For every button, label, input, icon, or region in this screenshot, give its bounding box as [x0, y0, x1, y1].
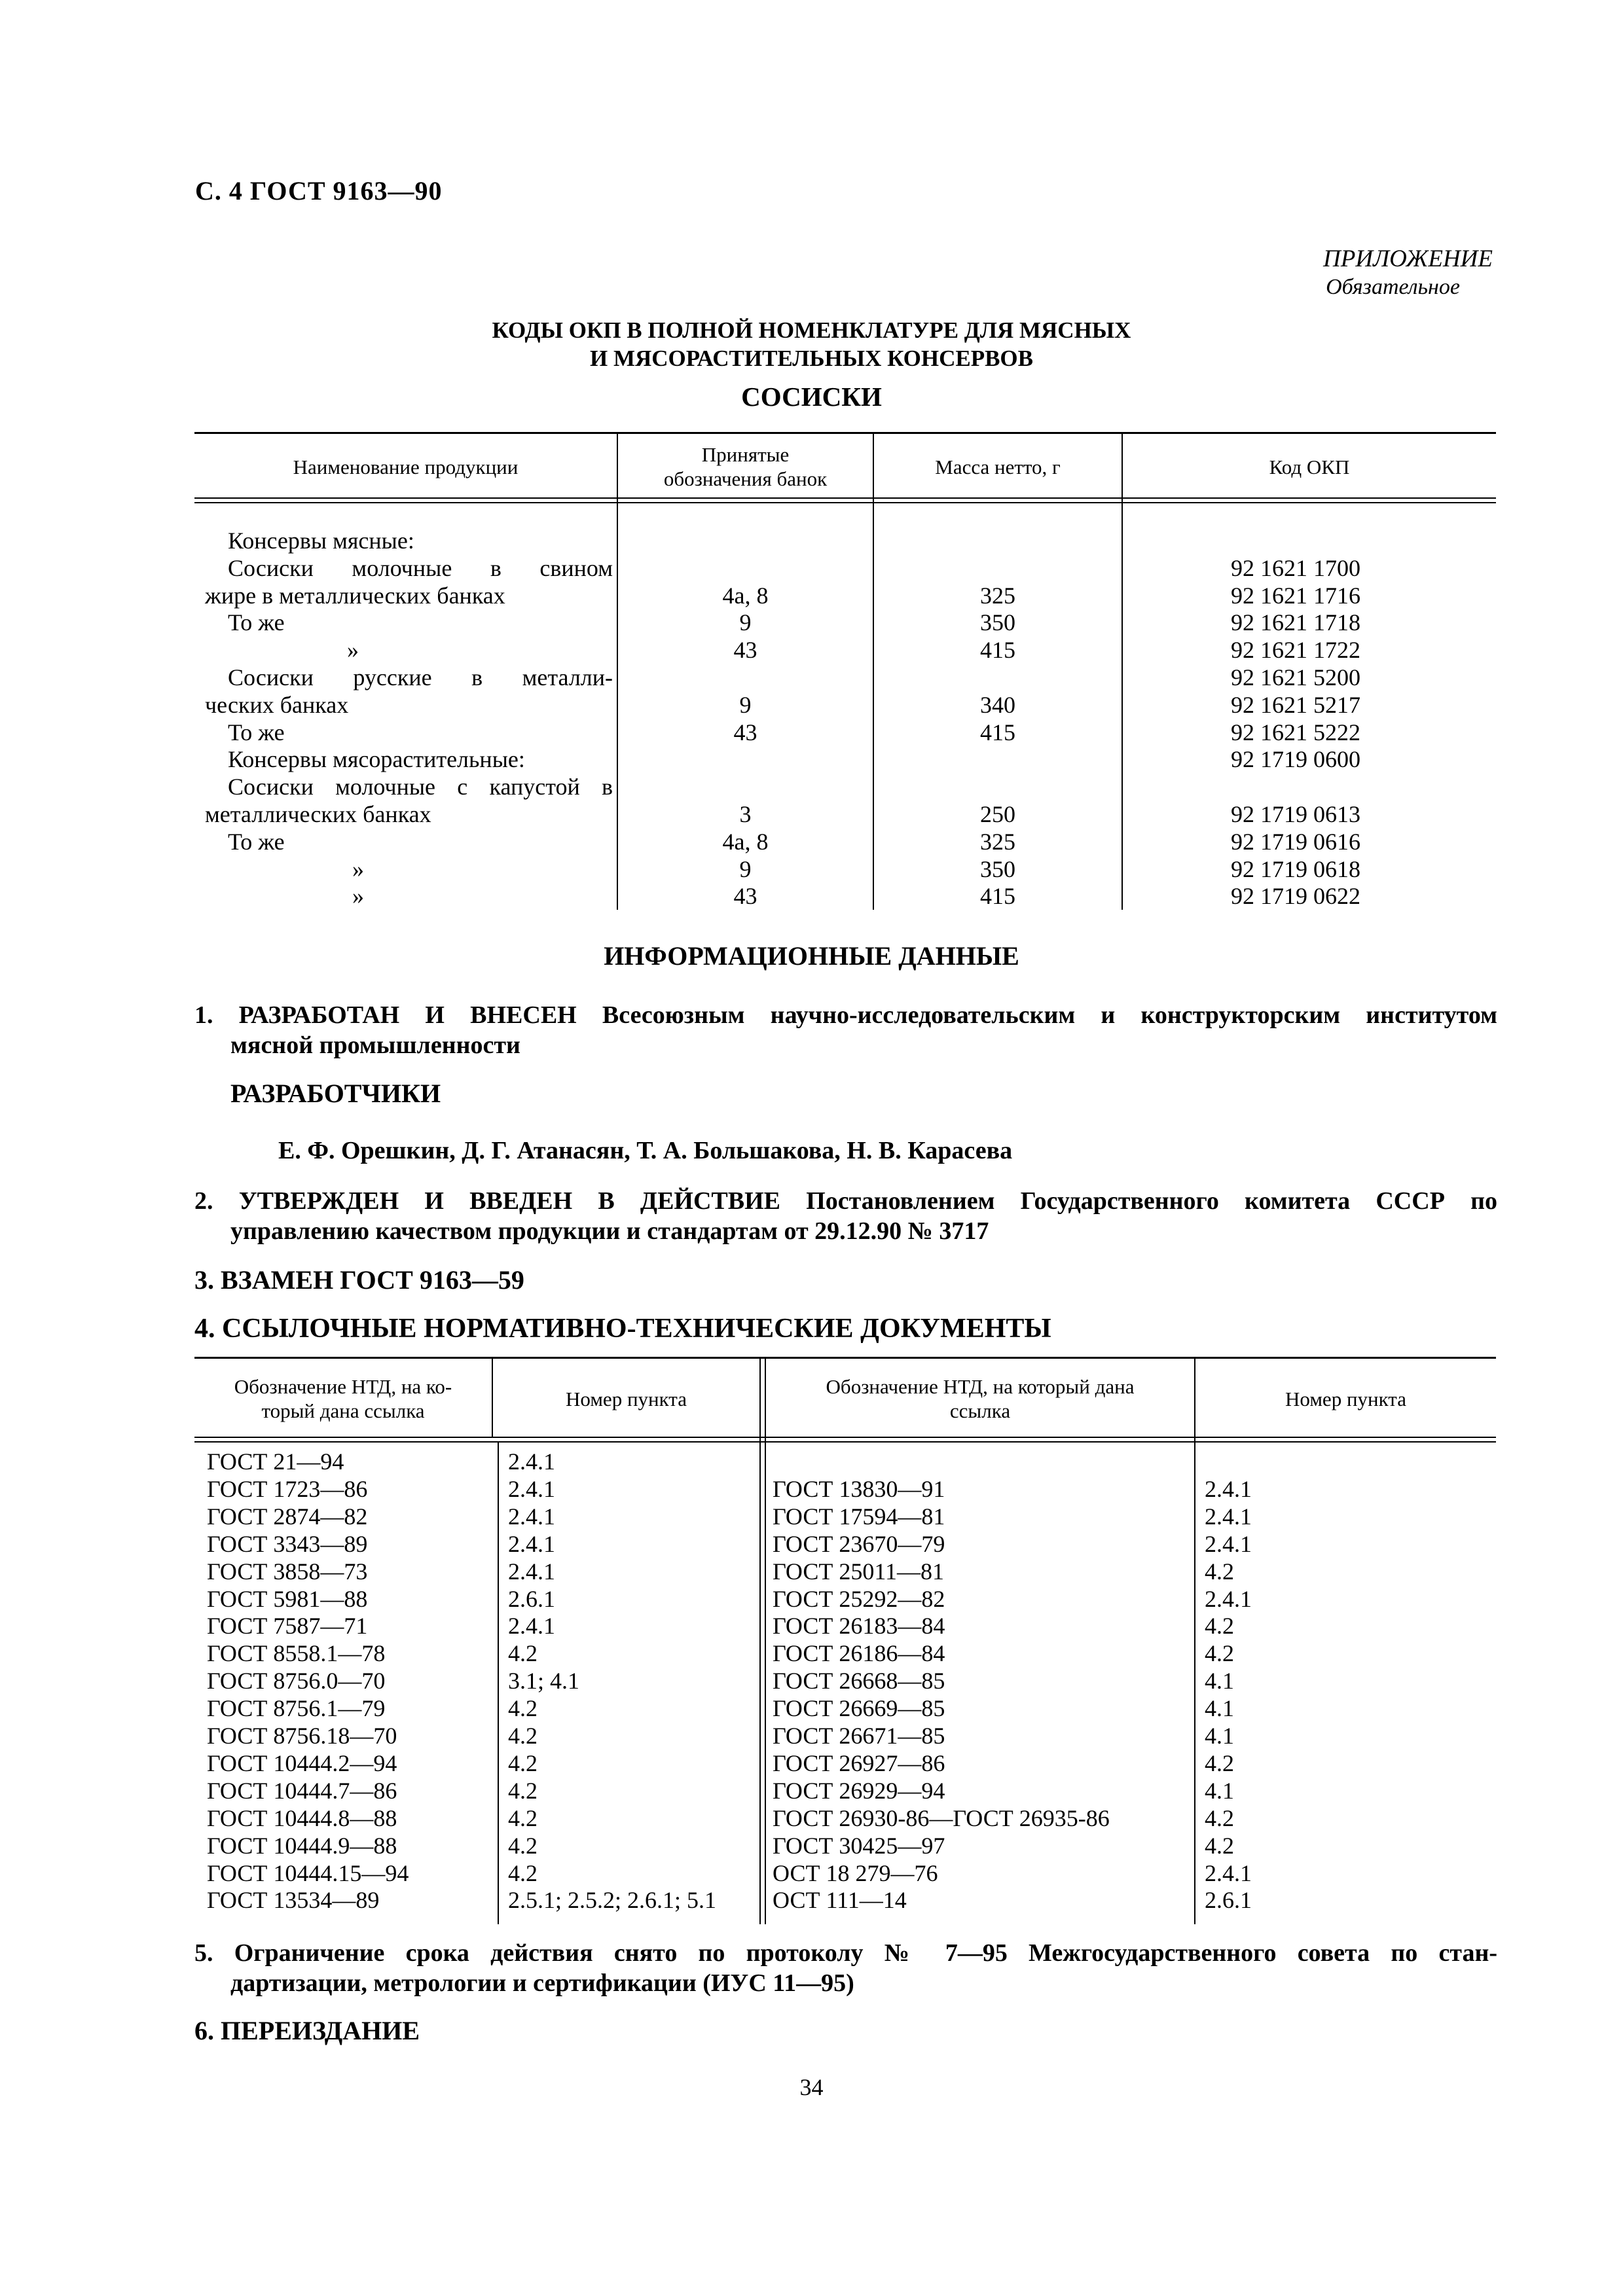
appendix-label: [1244, 243, 1493, 300]
table1-cell-cans: 43: [733, 883, 757, 910]
table1-cell-name: То же: [228, 609, 285, 636]
table2-cell-item2: 2.6.1: [1205, 1887, 1252, 1914]
table1-cell-mass: 415: [980, 883, 1015, 910]
table1-cell-cans: 43: [733, 637, 757, 664]
table1-cell-code: 92 1719 0613: [1231, 801, 1360, 827]
table2-cell-item2: 2.4.1: [1205, 1585, 1252, 1612]
table2-cell-item2: 4.2: [1205, 1804, 1234, 1831]
table2-cell-ntd: ГОСТ 10444.8—88: [207, 1804, 397, 1831]
table2-header-ntd-1: Обозначение НТД, на ко-: [234, 1375, 452, 1398]
table1-cell-cans: 9: [739, 691, 752, 718]
table1-header-cans-2: обозначения банок: [663, 467, 828, 490]
table1-cell-mass: 325: [980, 828, 1015, 855]
table2-header-item: Номер пункта: [566, 1388, 687, 1410]
info-section-2: [194, 1186, 1497, 1246]
table2-cell-ntd2: ГОСТ 26669—85: [773, 1695, 945, 1722]
table2-cell-item2: 4.2: [1205, 1640, 1234, 1667]
table1-cell-name: Сосиски молочные с капустой в: [228, 774, 613, 800]
table2-col-divider: [1194, 1358, 1195, 1924]
table1-cell-name: То же: [228, 828, 285, 855]
table1-cell-cans: 4а, 8: [722, 582, 769, 609]
page-header: С. 4 ГОСТ 9163—90: [195, 176, 443, 206]
table2-cell-item: 2.4.1: [508, 1503, 555, 1530]
table2-cell-ntd2: ГОСТ 26929—94: [773, 1777, 945, 1804]
table2-cell-item: 2.4.1: [508, 1530, 555, 1557]
table2-cell-ntd: ГОСТ 13534—89: [207, 1887, 380, 1914]
table1-cell-code: 92 1621 1722: [1231, 637, 1360, 664]
table1-cell-name: Консервы мясные:: [228, 528, 414, 554]
info-section-6: 6. ПЕРЕИЗДАНИЕ: [194, 2016, 420, 2045]
table2-col-divider: [498, 1443, 499, 1924]
table2-cell-ntd: ГОСТ 8756.18—70: [207, 1723, 397, 1749]
table1-header-code: Код ОКП: [1269, 456, 1350, 478]
info-title: ИНФОРМАЦИОННЫЕ ДАННЫЕ: [604, 941, 1019, 971]
table2-top-rule: [194, 1357, 1496, 1359]
table2-cell-ntd: ГОСТ 3858—73: [207, 1558, 368, 1585]
page-number: 34: [799, 2074, 824, 2100]
table2-cell-item: 4.2: [508, 1723, 538, 1749]
table2-cell-ntd2: ГОСТ 26671—85: [773, 1723, 945, 1749]
table2-cell-ntd2: ГОСТ 25011—81: [773, 1558, 945, 1585]
table2-cell-ntd2: ГОСТ 25292—82: [773, 1585, 945, 1612]
table2-cell-item: 4.2: [508, 1777, 538, 1804]
table1-cell-mass: 415: [980, 719, 1015, 745]
table2-cell-ntd2: ГОСТ 26186—84: [773, 1640, 945, 1667]
info-section-1-line1: 1. РАЗРАБОТАН И ВНЕСЕН Всесоюзным научно-исследовательским и конструкторским институтом: [194, 1001, 1497, 1029]
table2-col-divider: [759, 1358, 761, 1924]
table2-cell-item: 4.2: [508, 1695, 538, 1722]
table2-cell-ntd: ГОСТ 1723—86: [207, 1475, 368, 1502]
table2-cell-item2: 4.2: [1205, 1613, 1234, 1640]
table2-cell-item: 4.2: [508, 1640, 538, 1667]
table1-cell-name: Консервы мясорастительные:: [228, 746, 525, 773]
table2-cell-item: 4.2: [508, 1804, 538, 1831]
info-section-5: [194, 1938, 1497, 1998]
table2-cell-ntd: ГОСТ 8756.1—79: [207, 1695, 386, 1722]
table1-cell-mass: 350: [980, 855, 1015, 882]
info-section-1-line2: мясной промышленности: [230, 1031, 520, 1059]
info-section-4: 4. ССЫЛОЧНЫЕ НОРМАТИВНО-ТЕХНИЧЕСКИЕ ДОКУМЕНТЫ: [194, 1314, 1051, 1344]
table1-cell-name: То же: [228, 719, 285, 745]
table2-cell-item: 4.2: [508, 1832, 538, 1859]
table2-col-divider: [765, 1358, 766, 1924]
appendix-title: ПРИЛОЖЕНИЕ: [1323, 245, 1493, 272]
table1-cell-mass: 325: [980, 582, 1015, 609]
table2-cell-item2: 2.4.1: [1205, 1859, 1252, 1886]
table2-cell-item: 2.5.1; 2.5.2; 2.6.1; 5.1: [508, 1887, 717, 1914]
table2-cell-item2: 4.1: [1205, 1668, 1234, 1695]
table1-top-rule: [194, 432, 1496, 434]
table2-cell-ntd: ГОСТ 5981—88: [207, 1585, 368, 1612]
table2-cell-ntd: ГОСТ 3343—89: [207, 1530, 368, 1557]
table2-cell-item: 2.4.1: [508, 1613, 555, 1640]
table1-cell-code: 92 1621 1718: [1231, 609, 1360, 636]
table2-header-item2: Номер пункта: [1285, 1388, 1406, 1410]
table1-cell-code: 92 1621 1700: [1231, 554, 1360, 581]
table2-cell-ntd: ГОСТ 8756.0—70: [207, 1668, 386, 1695]
table2-cell-ntd: ГОСТ 2874—82: [207, 1503, 368, 1530]
info-section-2-line1: 2. УТВЕРЖДЕН И ВВЕДЕН В ДЕЙСТВИЕ Постановлением Государственного комитета СССР по: [194, 1187, 1497, 1215]
doc-title-line1: КОДЫ ОКП В ПОЛНОЙ НОМЕНКЛАТУРЕ ДЛЯ МЯСНЫХ: [492, 317, 1131, 343]
table1-header-mass: Масса нетто, г: [935, 456, 1061, 478]
table2-header-ntd2-1: Обозначение НТД, на который дана: [826, 1375, 1135, 1398]
info-section-3: 3. ВЗАМЕН ГОСТ 9163—59: [194, 1265, 524, 1295]
info-section-1: [194, 1000, 1497, 1060]
table1-header-cans-1: Принятые: [701, 443, 790, 466]
table2-header-ntd-2: торый дана ссылка: [261, 1399, 425, 1422]
table1-cell-name: »: [347, 637, 359, 664]
table2-cell-item2: 4.2: [1205, 1749, 1234, 1776]
table2-cell-ntd2: ГОСТ 13830—91: [773, 1475, 945, 1502]
table1-cell-code: 92 1621 5222: [1231, 719, 1360, 745]
table2-cell-ntd: ГОСТ 10444.2—94: [207, 1749, 397, 1776]
table2-cell-ntd2: ГОСТ 30425—97: [773, 1832, 945, 1859]
doc-subtitle: СОСИСКИ: [741, 382, 882, 412]
table2-cell-item2: 4.2: [1205, 1832, 1234, 1859]
info-section-5-line2: дартизации, метрологии и сертификации (ИУС 11—95): [230, 1969, 854, 1997]
table2-cell-item: 2.6.1: [508, 1585, 555, 1612]
developers-names: Е. Ф. Орешкин, Д. Г. Атанасян, Т. А. Большакова, Н. В. Карасева: [278, 1137, 1013, 1164]
table2-cell-item2: 2.4.1: [1205, 1475, 1252, 1502]
table1-cell-name: Сосиски молочные в свином: [228, 554, 613, 581]
table2-header-ntd2-2: ссылка: [949, 1399, 1011, 1422]
doc-title-line2: И МЯСОРАСТИТЕЛЬНЫХ КОНСЕРВОВ: [590, 346, 1033, 371]
table1-header-name: Наименование продукции: [293, 456, 519, 478]
table1-cell-code: 92 1719 0616: [1231, 828, 1360, 855]
table1-cell-name: »: [352, 855, 364, 882]
table1-cell-mass: 250: [980, 801, 1015, 827]
table2-cell-ntd2: ГОСТ 26927—86: [773, 1749, 945, 1776]
table2-cell-item2: 4.1: [1205, 1695, 1234, 1722]
table2-cell-item: 2.4.1: [508, 1448, 555, 1475]
table1-cell-cans: 9: [739, 855, 752, 882]
table1-cell-mass: 340: [980, 691, 1015, 718]
table2-cell-ntd2: ОСТ 18 279—76: [773, 1859, 938, 1886]
table1-cell-name: жире в металлических банках: [205, 582, 505, 609]
table1-cell-code: 92 1621 5200: [1231, 664, 1360, 691]
table1-cell-mass: 415: [980, 637, 1015, 664]
developers-label: РАЗРАБОТЧИКИ: [230, 1079, 441, 1108]
table1-cell-code: 92 1719 0600: [1231, 746, 1360, 773]
table2-cell-item: 3.1; 4.1: [508, 1668, 580, 1695]
table2-cell-ntd: ГОСТ 21—94: [207, 1448, 344, 1475]
table2-cell-ntd2: ГОСТ 26183—84: [773, 1613, 945, 1640]
table2-cell-item: 2.4.1: [508, 1558, 555, 1585]
table2-cell-ntd2: ГОСТ 23670—79: [773, 1530, 945, 1557]
table2-cell-ntd2: ГОСТ 17594—81: [773, 1503, 945, 1530]
table2-cell-ntd: ГОСТ 10444.7—86: [207, 1777, 397, 1804]
table2-cell-item2: 4.1: [1205, 1777, 1234, 1804]
table1-col-divider: [1122, 433, 1123, 910]
table1-cell-name: ческих банках: [205, 691, 349, 718]
table1-cell-cans: 9: [739, 609, 752, 636]
table2-cell-item: 4.2: [508, 1859, 538, 1886]
table2-cell-ntd2: ГОСТ 26668—85: [773, 1668, 945, 1695]
info-section-5-line1: 5. Ограничение срока действия снято по протоколу № 7—95 Межгосударственного совета по стан-: [194, 1939, 1497, 1967]
table2-header-rule: [194, 1437, 1496, 1443]
table1-cell-cans: 43: [733, 719, 757, 745]
table1-cell-name: металлических банках: [205, 801, 431, 827]
table1-cell-code: 92 1719 0618: [1231, 855, 1360, 882]
info-section-2-line2: управлению качеством продукции и стандартам от 29.12.90 № 3717: [230, 1217, 989, 1245]
table2-cell-item2: 2.4.1: [1205, 1503, 1252, 1530]
table2-cell-ntd: ГОСТ 10444.9—88: [207, 1832, 397, 1859]
table2-cell-ntd: ГОСТ 8558.1—78: [207, 1640, 386, 1667]
table1-header-rule: [194, 497, 1496, 503]
table2-cell-item2: 2.4.1: [1205, 1530, 1252, 1557]
table1-cell-code: 92 1621 1716: [1231, 582, 1360, 609]
table2-cell-item: 2.4.1: [508, 1475, 555, 1502]
table2-cell-ntd: ГОСТ 10444.15—94: [207, 1859, 409, 1886]
table1-cell-name: »: [352, 883, 364, 910]
table2-cell-item2: 4.1: [1205, 1723, 1234, 1749]
appendix-type: Обязательное: [1326, 275, 1460, 299]
table1-cell-code: 92 1719 0622: [1231, 883, 1360, 910]
table2-cell-ntd2: ГОСТ 26930-86—ГОСТ 26935-86: [773, 1804, 1110, 1831]
table1-cell-cans: 4а, 8: [722, 828, 769, 855]
table1-cell-code: 92 1621 5217: [1231, 691, 1360, 718]
table1-cell-cans: 3: [739, 801, 752, 827]
table1-cell-name: Сосиски русские в металли-: [228, 664, 613, 691]
table2-cell-ntd: ГОСТ 7587—71: [207, 1613, 368, 1640]
table2-cell-ntd2: ОСТ 111—14: [773, 1887, 907, 1914]
table2-cell-item: 4.2: [508, 1749, 538, 1776]
table1-cell-mass: 350: [980, 609, 1015, 636]
table2-cell-item2: 4.2: [1205, 1558, 1234, 1585]
